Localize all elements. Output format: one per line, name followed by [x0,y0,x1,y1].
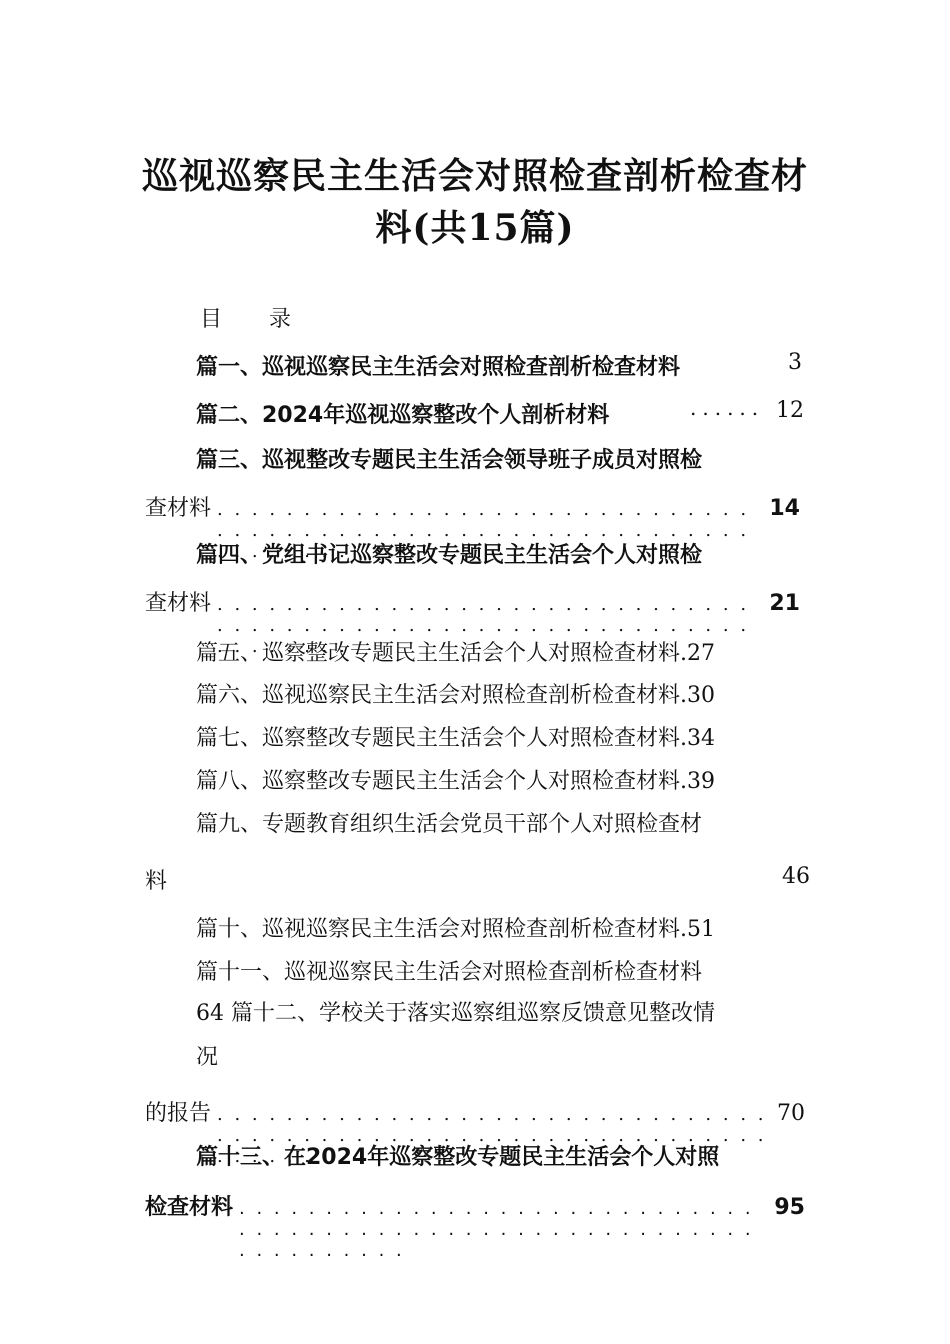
toc-entry-13-dots [239,1198,768,1261]
toc-entry-12-title-cont-2: 的报告 [145,1101,212,1126]
toc-entry-12-title[interactable]: 64 篇十二、学校关于落实巡察组巡察反馈意见整改情 [196,1001,715,1026]
toc-entry-9-page: 46 [782,864,810,889]
toc-entry-3-page: 14 [769,496,800,521]
toc-entry-5[interactable]: 篇五、巡察整改专题民主生活会个人对照检查材料.27 [196,641,715,666]
toc-entry-4-page: 21 [769,591,800,616]
toc-entry-13-title[interactable]: 篇十三、在2024年巡察整改专题民主生活会个人对照 [196,1145,720,1170]
toc-entry-3-title[interactable]: 篇三、巡视整改专题民主生活会领导班子成员对照检 [196,448,703,473]
toc-entry-13-page: 95 [774,1195,805,1220]
toc-entry-7[interactable]: 篇七、巡察整改专题民主生活会个人对照检查材料.34 [196,726,715,751]
toc-entry-13-leader-line [145,1190,805,1261]
toc-entry-11[interactable]: 篇十一、巡视巡察民主生活会对照检查剖析检查材料 [196,960,703,985]
toc-entry-10[interactable]: 篇十、巡视巡察民主生活会对照检查剖析检查材料.51 [196,917,715,942]
toc-entry-2-title[interactable]: 篇二、2024年巡视巡察整改个人剖析材料 [196,403,610,428]
toc-entry-2-dots: ...... [690,396,765,420]
toc-entry-8[interactable]: 篇八、巡察整改专题民主生活会个人对照检查材料.39 [196,769,715,794]
toc-entry-13-title-cont: 检查材料 [145,1195,234,1220]
toc-entry-9-title[interactable]: 篇九、专题教育组织生活会党员干部个人对照检查材 [196,812,703,837]
toc-entry-1-page: 3 [788,350,802,375]
toc-entry-12-page: 70 [777,1101,805,1126]
toc-heading: 目 录 [200,307,311,332]
document-title-line-2: 料(共15篇) [375,207,575,249]
document-title-line-1: 巡视巡察民主生活会对照检查剖析检查材 [141,155,808,197]
toc-entry-9-title-cont: 料 [145,869,168,894]
toc-entry-3-title-cont: 查材料 [145,496,212,521]
toc-entry-12-title-cont: 况 [196,1045,219,1070]
toc-entry-1-title[interactable]: 篇一、巡视巡察民主生活会对照检查剖析检查材料 [196,355,681,380]
toc-entry-6[interactable]: 篇六、巡视巡察民主生活会对照检查剖析检查材料.30 [196,683,715,708]
toc-entry-2-page: 12 [776,398,804,423]
toc-entry-4-title[interactable]: 篇四、党组书记巡察整改专题民主生活会个人对照检 [196,543,703,568]
toc-entry-4-title-cont: 查材料 [145,591,212,616]
